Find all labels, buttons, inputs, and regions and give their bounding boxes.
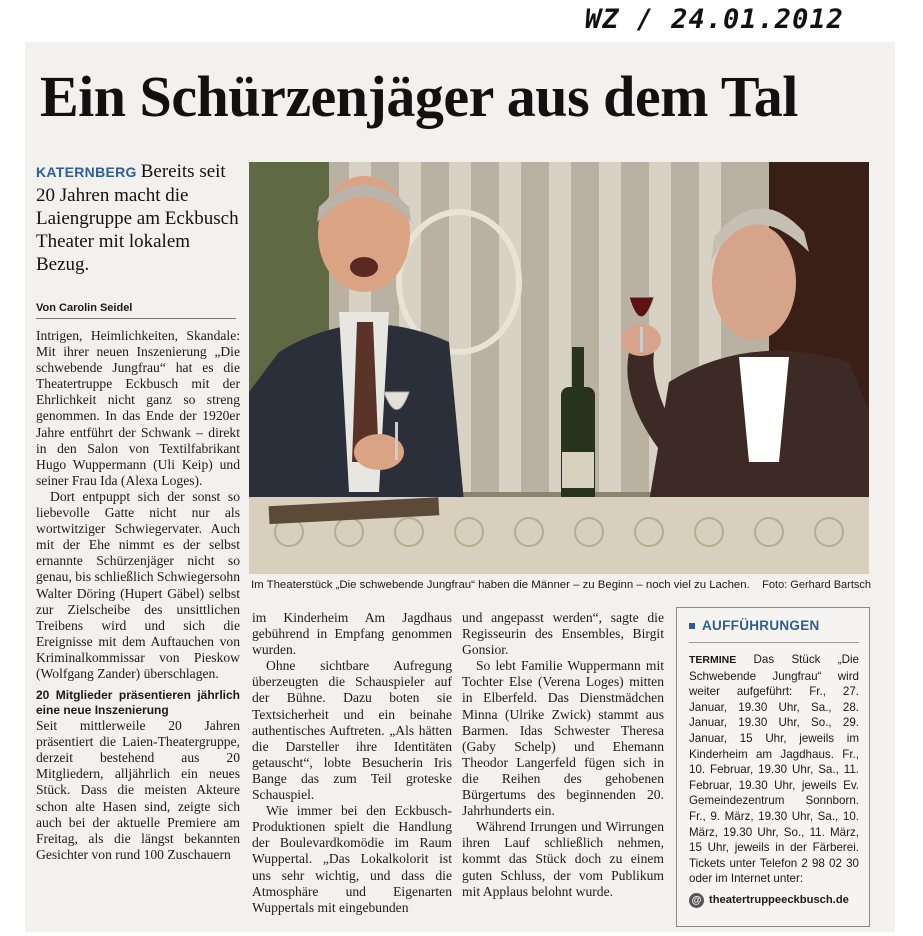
byline: Von Carolin Seidel [36, 302, 133, 314]
photo-credit: Foto: Gerhard Bartsch [762, 579, 871, 591]
date-stamp: WZ / 24.01.2012 [585, 4, 844, 35]
intro-teaser [36, 160, 241, 276]
photo-caption [251, 579, 871, 591]
article-column-1 [36, 328, 240, 863]
byline-divider [36, 318, 236, 319]
headline: Ein Schürzenjäger aus dem Tal [40, 64, 798, 129]
theater-photo [249, 162, 869, 574]
square-bullet-icon [689, 623, 695, 629]
infobox-title [689, 618, 859, 633]
paragraph: Seit mittlerweile 20 Jahren präsentiert die Laien-Theatergruppe, derzeit bestehend aus 20 Mitgliedern, alljährlich ein neues Stück. Dass die meisten Akteure schon alte Hasen sind, zeigte sich auch bei der aktuelle Premiere am Freitag, als die längst bekannten Gesichter von rund 100 Zuschauern [36, 718, 240, 862]
paragraph: Dort entpuppt sich der sonst so liebevolle Gatte nicht nur als wortwitziger Schwiegervater. Auch mit der Ehe nimmt es der selbst ernannte Schürzenjäger nicht so genau, bis schließlich Schwiegersohn Walter Döring (Hupert Gäbel) selbst zur Zielscheibe des unsittlichen Treibens wird und sich die Ereignisse mit dem Auftauchen von Kriminalkommissar von Pieskow (Wolfgang Zander) überschlagen. [36, 488, 240, 681]
article-column-2 [252, 610, 452, 916]
infobox-label: TERMINE [689, 654, 737, 666]
subheading: 20 Mitglieder präsentieren jährlich eine neue Inszenierung [36, 688, 240, 718]
paragraph: im Kinderheim Am Jagdhaus gebührend in Empfang genommen wurden. [252, 610, 452, 658]
at-icon: @ [689, 893, 704, 908]
paragraph: So lebt Familie Wuppermann mit Tochter Else (Verena Loges) mitten in Elberfeld. Das Dienstmädchen Minna (Ulrike Zwick) stammt aus Barmen. Idas Schwester Theresa (Gaby Schelp) und Ehemann Theodor Langerfeld fügen sich in die Reihen des gehobenen Bürgertums des beginnenden 20. Jahrhunderts ein. [462, 658, 664, 819]
infobox-divider [689, 642, 859, 643]
dateline: KATERNBERG [36, 164, 137, 180]
website-link[interactable]: theatertruppeeckbusch.de [709, 894, 849, 907]
infobox-text [689, 652, 859, 887]
caption-text: Im Theaterstück „Die schwebende Jungfrau“ haben die Männer – zu Beginn – noch viel zu Lachen. [251, 579, 750, 591]
intro-text: Bereits seit 20 Jahren macht die Laiengruppe am Eckbusch Theater mit lokalem Bezug. [36, 161, 239, 275]
infobox-heading: AUFFÜHRUNGEN [702, 618, 820, 633]
paragraph: Ohne sichtbare Aufregung überzeugten die Schauspieler auf der Bühne. Dazu boten sie Textsicherheit und ein beinahe authentisches Auftreten. „Als hätten die Darsteller ihre Identitäten getauscht“, lobte Besucherin Iris Bange das zum Teil groteske Schauspiel. [252, 658, 452, 803]
paragraph: Während Irrungen und Wirrungen ihren Lauf schließlich nehmen, kommt das Stück doch zu einem guten Schluss, der vom Publikum mit Applaus belohnt wurde. [462, 819, 664, 899]
infobox-website[interactable] [689, 893, 859, 908]
infobox-body: Das Stück „Die Schwebende Jungfrau“ wird weiter aufgeführt: Fr., 27. Januar, 19.30 Uhr, Sa., 28. Januar, 19.30 Uhr, So., 29. Januar, 15 Uhr, jeweils im Kinderheim am Jagdhaus. Fr., 10. Februar, 19.30 Uhr, Sa., 11. Februar, 19.30 Uhr, jeweils Ev. Gemeindezentrum Sonnborn. Fr., 9. März, 19.30 Uhr, Sa., 10. März, 19.30 Uhr, So., 11. März, 15 Uhr, jeweils in der Färberei. Tickets unter Telefon 2 98 02 30 oder im Internet unter: [689, 653, 859, 886]
paragraph: und angepasst werden“, sagte die Regisseurin des Ensembles, Birgit Gonsior. [462, 610, 664, 658]
paragraph: Wie immer bei den Eckbusch-Produktionen spielt die Handlung der Boulevardkomödie im Raum Wuppertal. „Das Lokalkolorit ist uns sehr wichtig, und dass die Atmosphäre und Eigenarten Wuppertals mit eingebunden [252, 803, 452, 915]
article-column-3 [462, 610, 664, 900]
performances-infobox [676, 607, 870, 927]
paragraph: Intrigen, Heimlichkeiten, Skandale: Mit ihrer neuen Inszenierung „Die schwebende Jungfrau“ hat es die Theatertruppe Eckbusch mit der Ehrlichkeit nicht ganz so streng genommen. In das Ende der 1920er Jahre entführt der Schwank – direkt in den Salon von Textilfabrikant Hugo Wuppermann (Uli Keip) und seiner Frau Ida (Alexa Loges). [36, 328, 240, 488]
